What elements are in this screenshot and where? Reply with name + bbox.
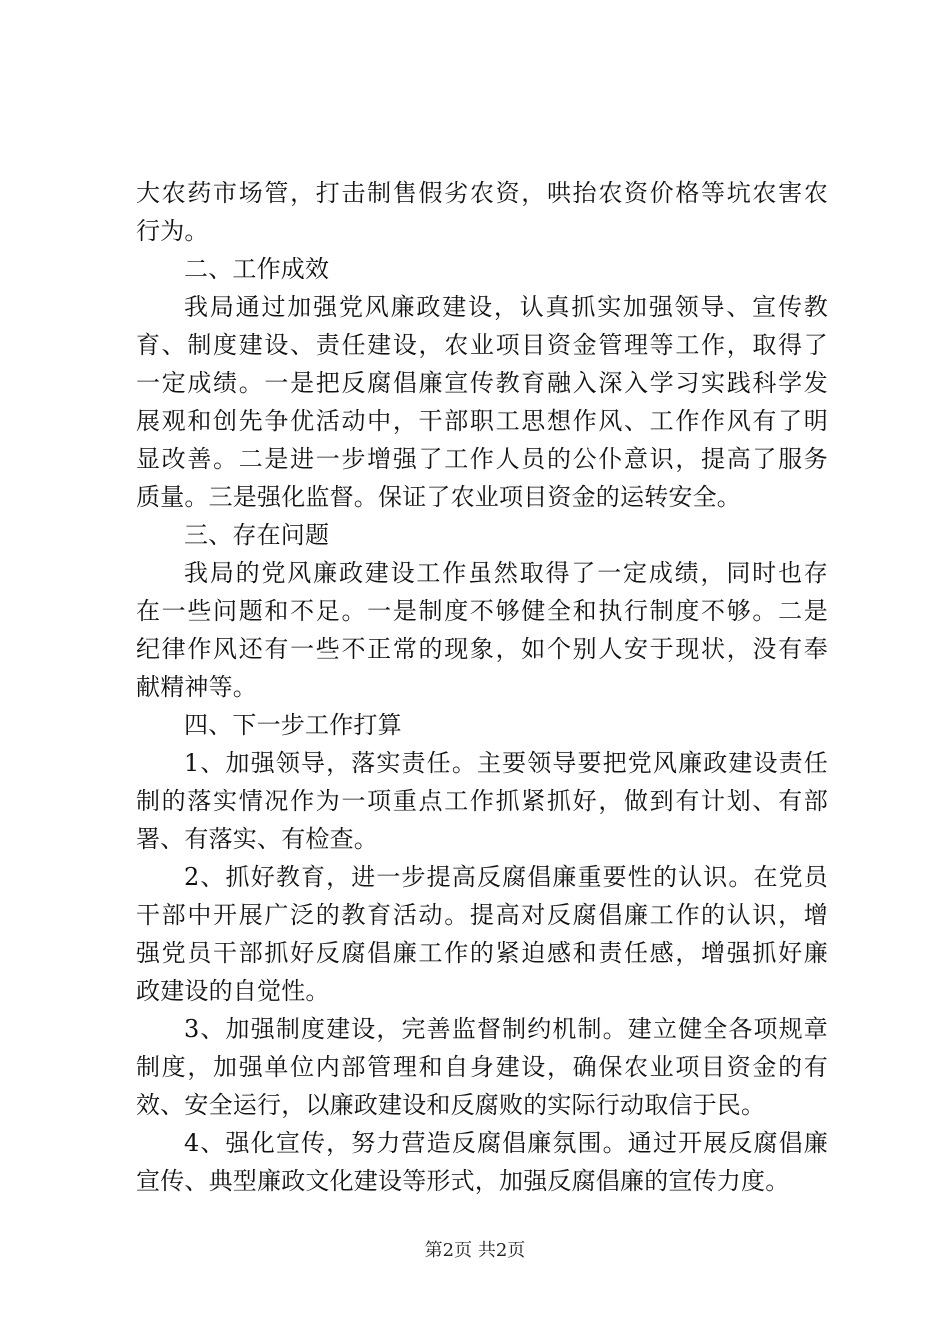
text-line: 2、抓好教育，进一步提高反腐倡廉重要性的认识。在党员 [184, 863, 828, 891]
text-line: 我局通过加强党风廉政建设，认真抓实加强领导、宣传教 [184, 293, 828, 321]
text-line: 育、制度建设、责任建设，农业项目资金管理等工作，取得了 [136, 331, 828, 359]
text-line: 纪律作风还有一些不正常的现象，如个别人安于现状，没有奉 [136, 635, 828, 663]
text-line: 干部中开展广泛的教育活动。提高对反腐倡廉工作的认识，增 [136, 901, 828, 929]
text-line: 献精神等。 [136, 673, 257, 701]
page-number-footer: 第2页 共2页 [424, 1240, 526, 1261]
text-line: 3、加强制度建设，完善监督制约机制。建立健全各项规章 [184, 1015, 828, 1043]
text-line: 4、强化宣传，努力营造反腐倡廉氛围。通过开展反腐倡廉 [184, 1129, 828, 1157]
text-line: 展观和创先争优活动中，干部职工思想作风、工作作风有了明 [136, 407, 828, 435]
text-line: 行为。 [136, 217, 209, 245]
document-body [136, 174, 828, 1200]
text-line: 制的落实情况作为一项重点工作抓紧抓好，做到有计划、有部 [136, 787, 828, 815]
text-line: 1、加强领导，落实责任。主要领导要把党风廉政建设责任 [184, 749, 828, 777]
text-line: 大农药市场管，打击制售假劣农资，哄抬农资价格等坑农害农 [136, 179, 828, 207]
text-line: 署、有落实、有检查。 [136, 825, 378, 853]
text-line: 效、安全运行，以廉政建设和反腐败的实际行动取信于民。 [136, 1091, 766, 1119]
text-line: 显改善。二是进一步增强了工作人员的公仆意识，提高了服务 [136, 445, 828, 473]
text-line: 我局的党风廉政建设工作虽然取得了一定成绩，同时也存 [184, 559, 828, 587]
section-heading: 四、下一步工作打算 [184, 711, 402, 739]
text-line: 在一些问题和不足。一是制度不够健全和执行制度不够。二是 [136, 597, 828, 625]
text-line: 制度，加强单位内部管理和自身建设，确保农业项目资金的有 [136, 1053, 828, 1081]
section-heading: 三、存在问题 [184, 521, 330, 549]
text-line: 政建设的自觉性。 [136, 977, 330, 1005]
section-heading: 二、工作成效 [184, 255, 330, 283]
text-line: 质量。三是强化监督。保证了农业项目资金的运转安全。 [136, 483, 741, 511]
text-line: 一定成绩。一是把反腐倡廉宣传教育融入深入学习实践科学发 [136, 369, 828, 397]
text-line: 宣传、典型廉政文化建设等形式，加强反腐倡廉的宣传力度。 [136, 1167, 790, 1195]
text-line: 强党员干部抓好反腐倡廉工作的紧迫感和责任感，增强抓好廉 [136, 939, 828, 967]
